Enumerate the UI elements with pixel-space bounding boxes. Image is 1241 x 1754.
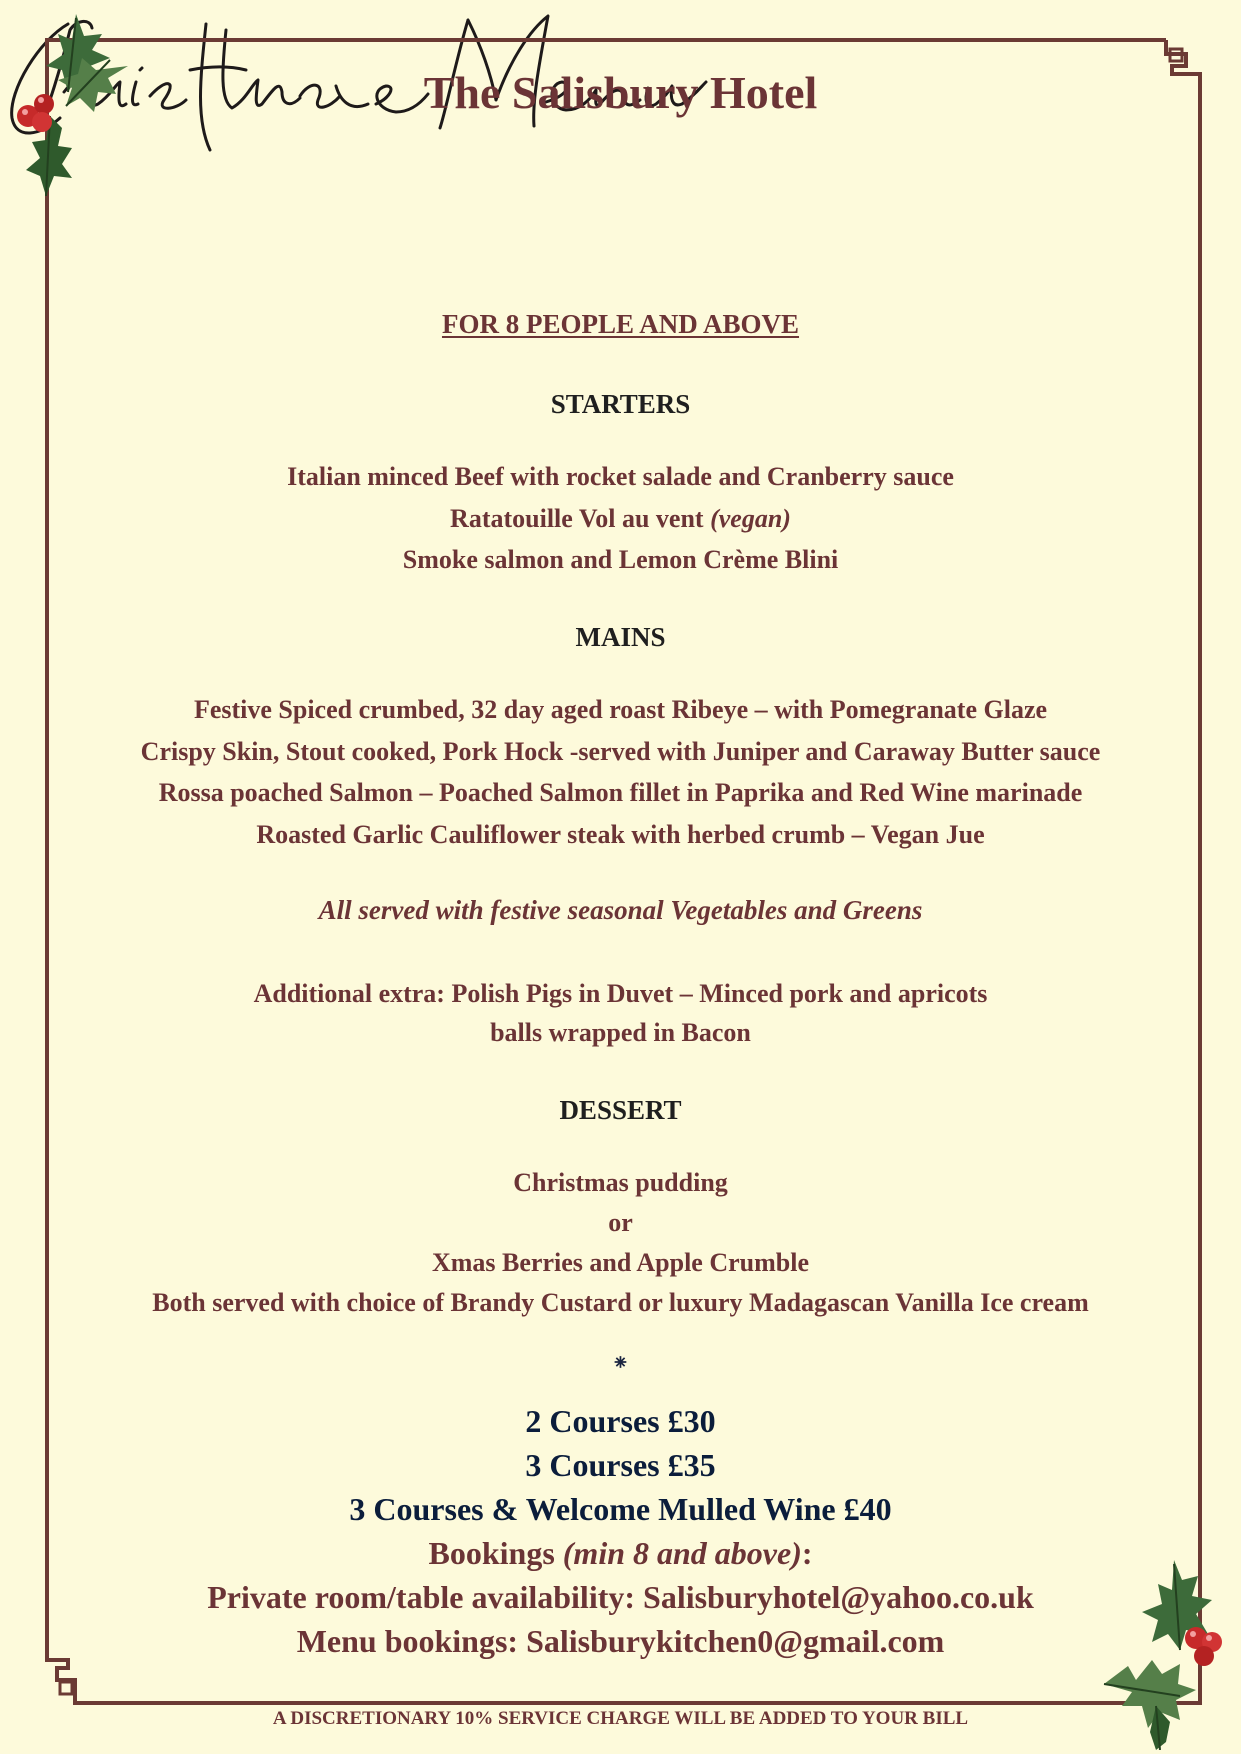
price-list xyxy=(0,1399,1241,1531)
list-item: or xyxy=(608,1208,633,1237)
list-item: Roasted Garlic Cauliflower steak with herbed crumb – Vegan Jue xyxy=(256,819,985,849)
audience-subtitle: FOR 8 PEOPLE AND ABOVE xyxy=(441,309,800,339)
list-item: Crispy Skin, Stout cooked, Pork Hock -served with Juniper and Caraway Butter sauce xyxy=(140,736,1101,766)
dessert-list xyxy=(0,1163,1241,1323)
section-heading-dessert: DESSERT xyxy=(559,1095,682,1125)
list-item: Xmas Berries and Apple Crumble xyxy=(432,1248,809,1277)
starters-list xyxy=(0,456,1241,581)
section-heading-mains: MAINS xyxy=(575,622,666,652)
list-item: Christmas pudding xyxy=(513,1168,728,1197)
list-item: Festive Spiced crumbed, 32 day aged roast Ribeye – with Pomegranate Glaze xyxy=(193,695,1048,724)
list-item: Italian minced Beef with rocket salade and Cranberry sauce xyxy=(287,462,954,491)
list-item: Rossa poached Salmon – Poached Salmon fillet in Paprika and Red Wine marinade xyxy=(158,778,1083,807)
bookings-label: Bookings (min 8 and above): xyxy=(428,1535,813,1571)
extra-line: balls wrapped in Bacon xyxy=(490,1018,751,1047)
menu-bookings-contact: Menu bookings: Salisburykitchen0@gmail.com xyxy=(296,1623,945,1659)
snowflake-divider-icon: ⁕ xyxy=(611,1350,630,1375)
list-item: Both served with choice of Brandy Custard or luxury Madagascan Vanilla Ice cream xyxy=(152,1288,1089,1317)
price-line: 3 Courses & Welcome Mulled Wine £40 xyxy=(349,1491,892,1527)
bookings-info xyxy=(0,1531,1241,1663)
service-charge-footer: A DISCRETIONARY 10% SERVICE CHARGE WILL BE ADDED TO YOUR BILL xyxy=(272,1708,969,1729)
price-line: 3 Courses £35 xyxy=(525,1447,716,1483)
list-item: Ratatouille Vol au vent (vegan) xyxy=(450,503,791,533)
dietary-note: (vegan) xyxy=(710,503,791,533)
additional-extra xyxy=(0,974,1241,1052)
price-line: 2 Courses £30 xyxy=(525,1403,716,1439)
list-item: Smoke salmon and Lemon Crème Blini xyxy=(402,545,839,574)
hotel-name: The Salisbury Hotel xyxy=(423,67,818,118)
mains-list xyxy=(0,689,1241,855)
extra-line: Additional extra: Polish Pigs in Duvet – Minced pork and apricots xyxy=(253,979,988,1008)
section-heading-starters: STARTERS xyxy=(550,389,691,419)
bookings-minimum-note: (min 8 and above) xyxy=(562,1535,802,1571)
served-with-note: All served with festive seasonal Vegetables and Greens xyxy=(318,895,923,925)
private-room-contact: Private room/table availability: Salisburyhotel@yahoo.co.uk xyxy=(207,1579,1034,1615)
